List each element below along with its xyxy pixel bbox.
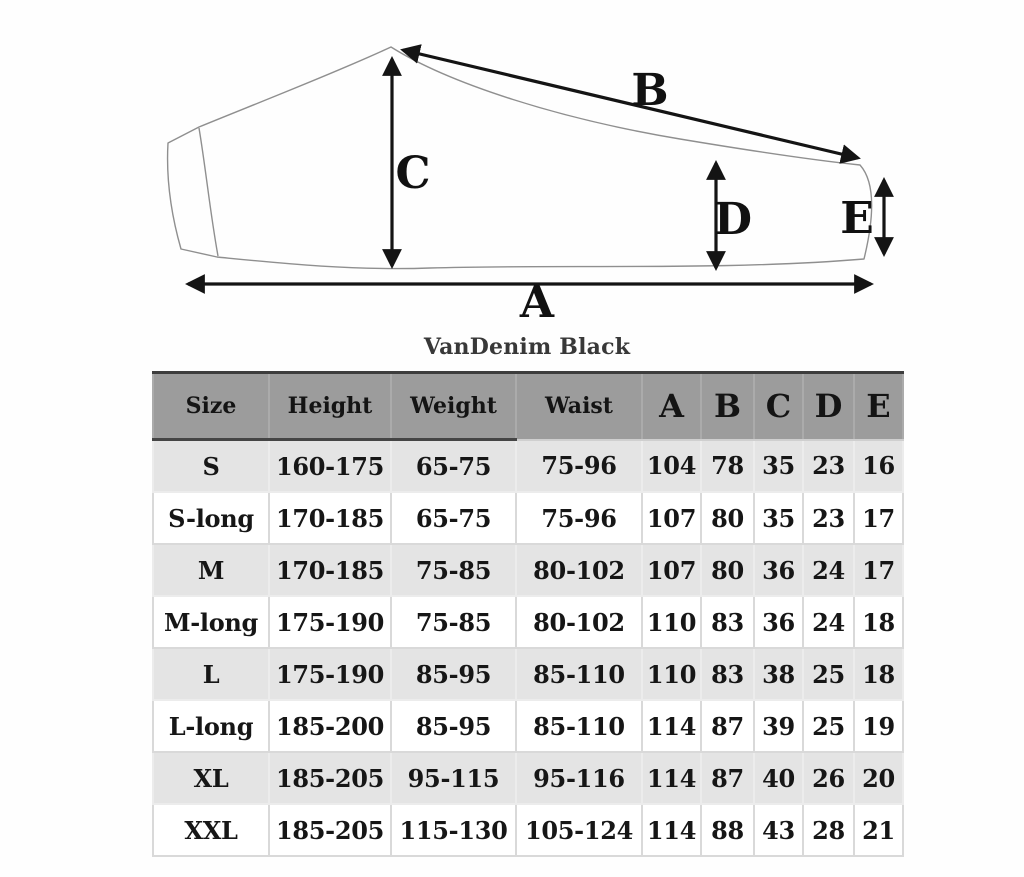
- measurement-cell: 85-95: [391, 648, 516, 700]
- label-c: C: [395, 148, 431, 199]
- size-row-s: [153, 440, 903, 493]
- measurement-cell: 114: [642, 804, 701, 856]
- measurement-cell: 40: [754, 752, 803, 804]
- column-header-b: B: [701, 373, 754, 440]
- size-chart-sheet: [152, 334, 902, 857]
- measurement-cell: 85-95: [391, 700, 516, 752]
- measurement-cell: 24: [803, 596, 854, 648]
- measurement-cell: 87: [701, 752, 754, 804]
- measurement-cell: 36: [754, 596, 803, 648]
- label-d: D: [713, 194, 753, 245]
- measurement-cell: 35: [754, 440, 803, 493]
- measurement-cell: 110: [642, 648, 701, 700]
- size-row-l-long: [153, 700, 903, 752]
- size-row-m-long: [153, 596, 903, 648]
- measurement-cell: 18: [854, 596, 903, 648]
- measurement-cell: 38: [754, 648, 803, 700]
- size-row-xl: [153, 752, 903, 804]
- size-row-xxl: [153, 804, 903, 856]
- measurement-cell: 75-85: [391, 544, 516, 596]
- measurement-cell: 43: [754, 804, 803, 856]
- measurement-cell: 23: [803, 492, 854, 544]
- size-name-cell: L: [153, 648, 269, 700]
- measurement-cell: 78: [701, 440, 754, 493]
- size-name-cell: S-long: [153, 492, 269, 544]
- pants-outline: [168, 47, 872, 269]
- measurement-cell: 39: [754, 700, 803, 752]
- size-table: [152, 371, 904, 857]
- measurement-cell: 26: [803, 752, 854, 804]
- column-header-d: D: [803, 373, 854, 440]
- measurement-cell: 105-124: [516, 804, 642, 856]
- measurement-cell: 107: [642, 544, 701, 596]
- measurement-cell: 17: [854, 544, 903, 596]
- column-header-height: Height: [269, 373, 391, 440]
- label-a: A: [519, 277, 555, 328]
- column-header-size: Size: [153, 373, 269, 440]
- measurement-cell: 115-130: [391, 804, 516, 856]
- measurement-cell: 80: [701, 492, 754, 544]
- measurement-cell: 95-116: [516, 752, 642, 804]
- measurement-cell: 28: [803, 804, 854, 856]
- column-header-c: C: [754, 373, 803, 440]
- measurement-cell: 35: [754, 492, 803, 544]
- measurement-cell: 75-85: [391, 596, 516, 648]
- size-name-cell: M: [153, 544, 269, 596]
- measurement-cell: 114: [642, 752, 701, 804]
- measurement-cell: 185-205: [269, 804, 391, 856]
- measurement-cell: 24: [803, 544, 854, 596]
- measurement-cell: 83: [701, 648, 754, 700]
- column-header-a: A: [642, 373, 701, 440]
- measurement-cell: 107: [642, 492, 701, 544]
- measurement-cell: 16: [854, 440, 903, 493]
- label-b: B: [631, 65, 669, 116]
- measurement-cell: 75-96: [516, 440, 642, 493]
- measurement-cell: 88: [701, 804, 754, 856]
- measurement-cell: 170-185: [269, 492, 391, 544]
- pants-measurement-diagram: [0, 0, 1024, 332]
- product-title: VanDenim Black: [423, 334, 631, 360]
- measurement-cell: 75-96: [516, 492, 642, 544]
- column-header-waist: Waist: [516, 373, 642, 440]
- column-header-e: E: [854, 373, 903, 440]
- column-header-weight: Weight: [391, 373, 516, 440]
- size-row-m: [153, 544, 903, 596]
- measurement-cell: 65-75: [391, 492, 516, 544]
- label-e: E: [840, 193, 874, 244]
- measurement-cell: 18: [854, 648, 903, 700]
- measurement-cell: 17: [854, 492, 903, 544]
- measurement-cell: 25: [803, 648, 854, 700]
- measurement-cell: 36: [754, 544, 803, 596]
- size-row-s-long: [153, 492, 903, 544]
- size-name-cell: XXL: [153, 804, 269, 856]
- size-name-cell: M-long: [153, 596, 269, 648]
- size-row-l: [153, 648, 903, 700]
- measurement-cell: 80-102: [516, 544, 642, 596]
- measurement-cell: 83: [701, 596, 754, 648]
- measurement-cell: 85-110: [516, 700, 642, 752]
- waistband-seam: [199, 128, 218, 256]
- measurement-cell: 185-200: [269, 700, 391, 752]
- size-name-cell: S: [153, 440, 269, 493]
- measurement-cell: 185-205: [269, 752, 391, 804]
- size-table-header: [153, 373, 903, 440]
- size-name-cell: L-long: [153, 700, 269, 752]
- size-name-cell: XL: [153, 752, 269, 804]
- measurement-cell: 85-110: [516, 648, 642, 700]
- measurement-cell: 23: [803, 440, 854, 493]
- measurement-cell: 19: [854, 700, 903, 752]
- measurement-cell: 95-115: [391, 752, 516, 804]
- measurement-cell: 110: [642, 596, 701, 648]
- measurement-cell: 175-190: [269, 648, 391, 700]
- measurement-cell: 80-102: [516, 596, 642, 648]
- measurement-cell: 65-75: [391, 440, 516, 493]
- measurement-cell: 87: [701, 700, 754, 752]
- measurement-cell: 175-190: [269, 596, 391, 648]
- measurement-cell: 25: [803, 700, 854, 752]
- measurement-cell: 80: [701, 544, 754, 596]
- measurement-cell: 104: [642, 440, 701, 493]
- measurement-cell: 114: [642, 700, 701, 752]
- measurement-cell: 160-175: [269, 440, 391, 493]
- measurement-cell: 170-185: [269, 544, 391, 596]
- measurement-cell: 20: [854, 752, 903, 804]
- measurement-cell: 21: [854, 804, 903, 856]
